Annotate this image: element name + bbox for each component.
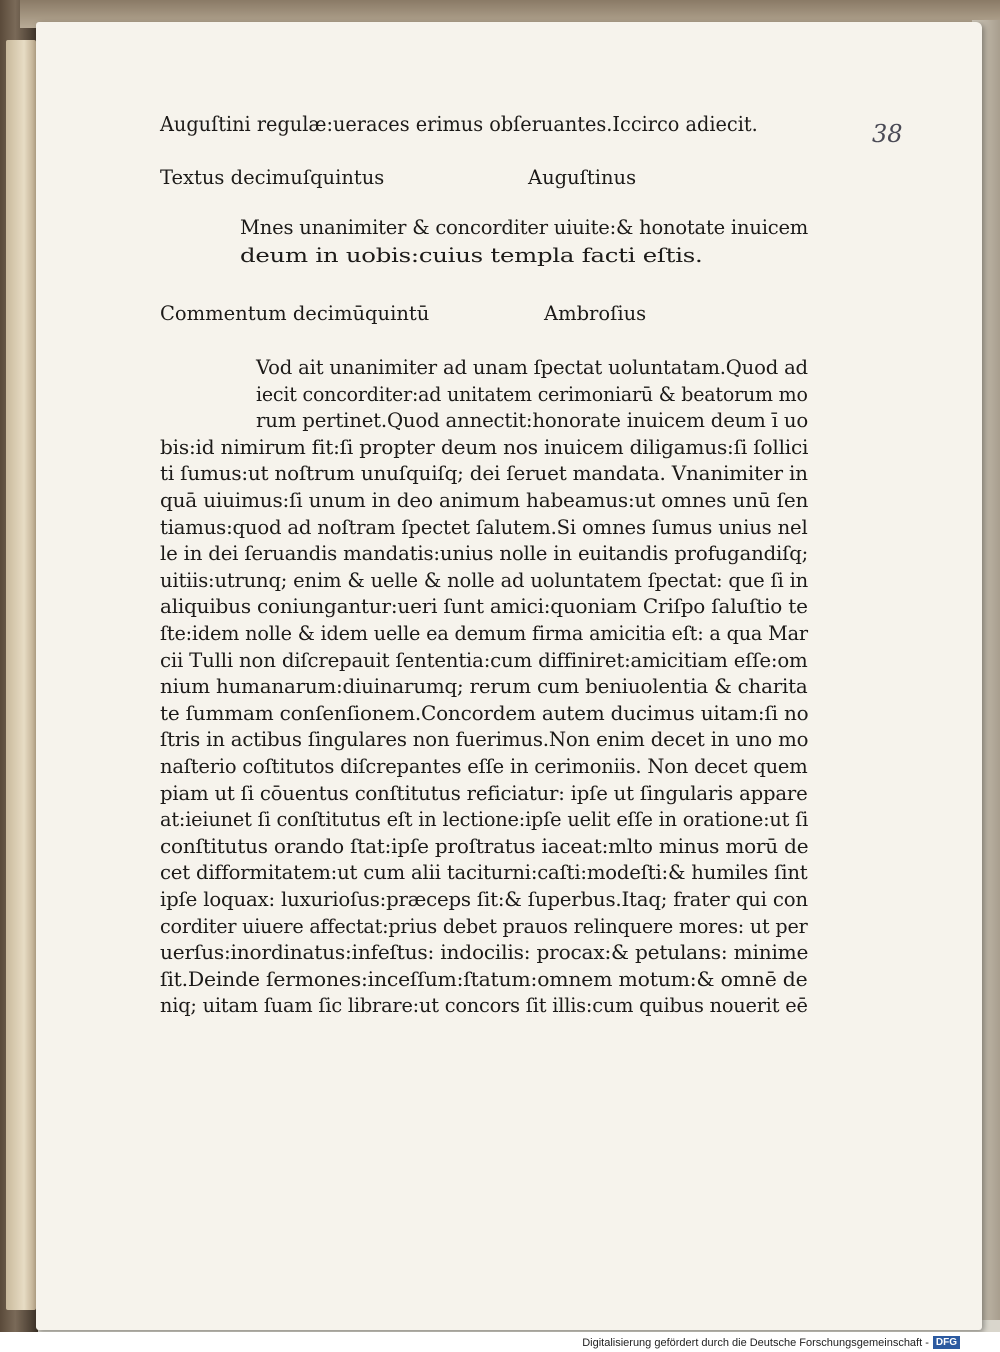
commentary-heading-left: Commentum decimūquintū [160, 302, 430, 325]
commentary_lines-line: ſit.Deinde ſermones:inceſſum:ſtatum:omnem motum:& omnē de [160, 967, 808, 991]
commentary_lines-line: bis:id nimirum fit:ſi propter deum nos inuicem diligamus:ſi ſollici [160, 435, 809, 459]
commentary_lines-line: piam ut ſi cōuentus conſtitutus reficiatur: ipſe ut ſingularis appare [160, 781, 808, 805]
text_lines-line: deum in uobis:cuius templa facti eſtis. [240, 244, 703, 267]
printed-page [36, 22, 982, 1330]
folio-number: 38 [872, 120, 903, 148]
commentary_lines-line: tiamus:quod ad noſtram ſpectet ſalutem.Si omnes ſumus unius nel [160, 515, 808, 539]
text-heading-left: Textus decimuſquintus [160, 166, 385, 189]
commentary_lines-line: at:ieiunet ſi conſtitutus eſt in lectione:ipſe uelit eſſe in oratione:ut ſi [160, 808, 809, 832]
commentary_lines-line: iecit concorditer:ad unitatem cerimoniarū & beatorum mo [256, 382, 808, 406]
digitization-credit [582, 1336, 960, 1349]
commentary_lines-line: rum pertinet.Quod annectit:honorate inuicem deum ī uo [256, 409, 809, 433]
text-heading-right: Auguſtinus [528, 166, 637, 189]
commentary-heading-right: Ambroſius [544, 302, 647, 325]
commentary_lines-line: cii Tulli non diſcrepauit ſententia:cum diffiniret:amicitiam eſſe:om [160, 648, 808, 672]
commentary_lines-line: te ſummam conſenſionem.Concordem autem ducimus uitam:ſi no [160, 701, 809, 725]
facing-page-edge [6, 40, 36, 1310]
commentary_lines-line: nium humanarum:diuinarumq; rerum cum beniuolentia & charita [160, 675, 808, 699]
commentary_lines-line: quā uiuimus:ſi unum in deo animum habeamus:ut omnes unū ſen [160, 489, 809, 512]
commentary_lines-line: ſtris in actibus ſingulares non fuerimus.Non enim decet in uno mo [160, 728, 809, 752]
commentary_lines-line: le in dei ſeruandis mandatis:unius nolle in euitandis profugandiſq; [160, 542, 809, 566]
commentary_lines-line: naſterio coſtitutos diſcrepantes eſſe in cerimoniis. Non decet quem [160, 755, 808, 778]
commentary_lines-line: ipſe loquax: luxurioſus:præceps ſit:& ſuperbus.Itaq; frater qui con [160, 888, 808, 911]
commentary_lines-line: uitiis:utrunq; enim & uelle & nolle ad uoluntatem ſpectat: que ſi in [160, 568, 809, 592]
commentary_lines-line: cet difformitatem:ut cum alii taciturni:caſti:modeſti:& humiles ſint [160, 861, 808, 885]
commentary_lines-line: ti ſumus:ut noſtrum unuſquiſq; dei ſeruet mandata. Vnanimiter in [160, 462, 808, 486]
commentary_lines-line: corditer uiuere affectat:prius debet prauos relinquere mores: ut per [160, 914, 808, 938]
commentary_lines-line: uerſus:inordinatus:infeſtus: indocilis: procax:& petulans: minime [160, 941, 809, 965]
commentary_lines-line: aliquibus coniungantur:ueri ſunt amici:quoniam Criſpo ſaluſtio te [160, 595, 808, 619]
dfg-logo: DFG [933, 1336, 960, 1349]
commentary_lines-line: conſtitutus orando ſtat:ipſe proſtratus iaceat:mlto minus morū de [160, 834, 809, 858]
commentary_lines-line: ſte:idem nolle & idem uelle ea demum firma amicitia eſt: a qua Mar [160, 622, 808, 645]
commentary_lines-line: Vod ait unanimiter ad unam ſpectat uoluntatam.Quod ad [256, 356, 808, 379]
commentary_lines-line: niq; uitam ſuam ſic librare:ut concors ſit illis:cum quibus nouerit eē [160, 994, 808, 1018]
running-top-line: Auguſtini regulæ:ueraces erimus obſeruantes.Iccirco adiecit. [160, 112, 758, 136]
text_lines-line: Mnes unanimiter & concorditer uiuite:& honotate inuicem [240, 216, 809, 239]
credit-text: Digitalisierung gefördert durch die Deutsche Forschungsgemeinschaft - [582, 1336, 929, 1349]
